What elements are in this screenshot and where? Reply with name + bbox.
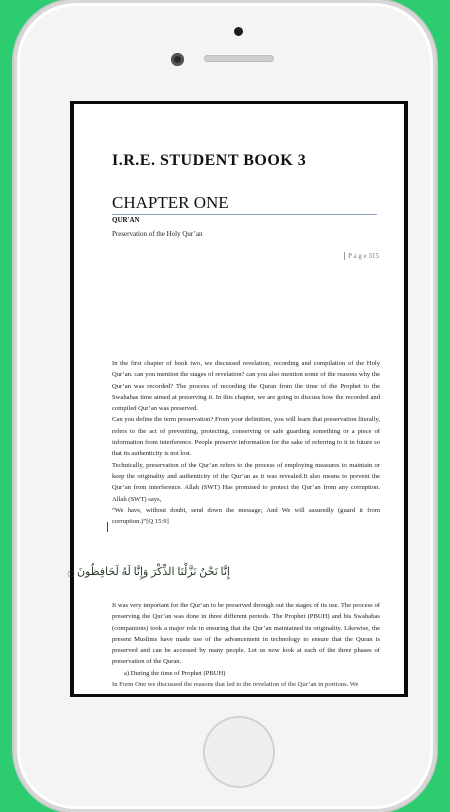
topic-subtitle: Preservation of the Holy Qur’an	[112, 230, 203, 238]
phone-frame	[14, 0, 436, 812]
chapter-divider	[112, 214, 377, 215]
paragraph-cutoff: In Form One we discussed the reasons that led to the revelation of the Qur’an in portions. We	[112, 681, 359, 689]
screen	[67, 101, 408, 697]
document-page[interactable]	[67, 104, 404, 694]
paragraph: “We have, without doubt, send down the message; And We will assuredly (guard it from corruption.)”[Q 15:9]	[112, 506, 380, 526]
arabic-verse: إِنَّا نَحْنُ نَزَّلْنَا الذِّكْرَ وَإِنَّا لَهُ لَحَافِظُونَ ۝	[67, 566, 230, 578]
earpiece-speaker	[204, 55, 274, 62]
book-header: I.R.E. STUDENT BOOK 3	[112, 152, 307, 169]
front-sensor	[234, 27, 243, 36]
page-number: P a g e 315	[344, 252, 379, 260]
body-text-continued	[112, 600, 380, 690]
paragraph: Can you define the term preservation? From your definition, you will learn that preservation literally, refers to the act of preventing, protecting, conserving or safe guarding something or a piece of information from interference. People preserve information for the sake of referring to it in future so that its authenticity is not lost.	[112, 416, 380, 458]
front-camera	[171, 53, 184, 66]
home-button[interactable]	[203, 716, 275, 788]
list-item: a) During the time of Prophet (PBUH)	[124, 669, 226, 677]
subject-heading: QUR'AN	[112, 216, 140, 224]
paragraph: It was very important for the Qur’an to be preserved through out the stages of its use. The process of preserving the Qur’an was done in three different periods. The Prophet (PBUH) and his Swahabas (companions) took a major role in ensuring that the Qur’an maintained its originality. Likewise, the present Muslims have made use of the advancement in technology to ensure that the Quran is preserved and can be accessed by many people. Let us now look at each of the three phases of preservation of the Quran.	[112, 602, 380, 666]
body-text	[112, 358, 380, 527]
chapter-title: CHAPTER ONE	[112, 193, 229, 212]
text-cursor	[107, 522, 108, 532]
paragraph: Technically, preservation of the Qur’an refers to the process of employing measures to maintain or keep the originality and authenticity of the Qur’an as it was revealed.It also means to prevent the Qur’an from interference. Allah (SWT) Has promised to protect the Qur’an from any corruption. Allah (SWT) says,	[112, 461, 380, 503]
paragraph: In the first chapter of book two, we discussed revelation, recording and compilation of the Holy Qur’an. can you mention the stages of revelation? can you also mention some of the reasons why the Qur’an was recorded? The process of recording the Quran from the time of the Prophet to the Swahabas time aimed at preserving it. In this chapter, we are going to discuss how the recorded and compiled Qur’an was preserved.	[112, 360, 380, 413]
